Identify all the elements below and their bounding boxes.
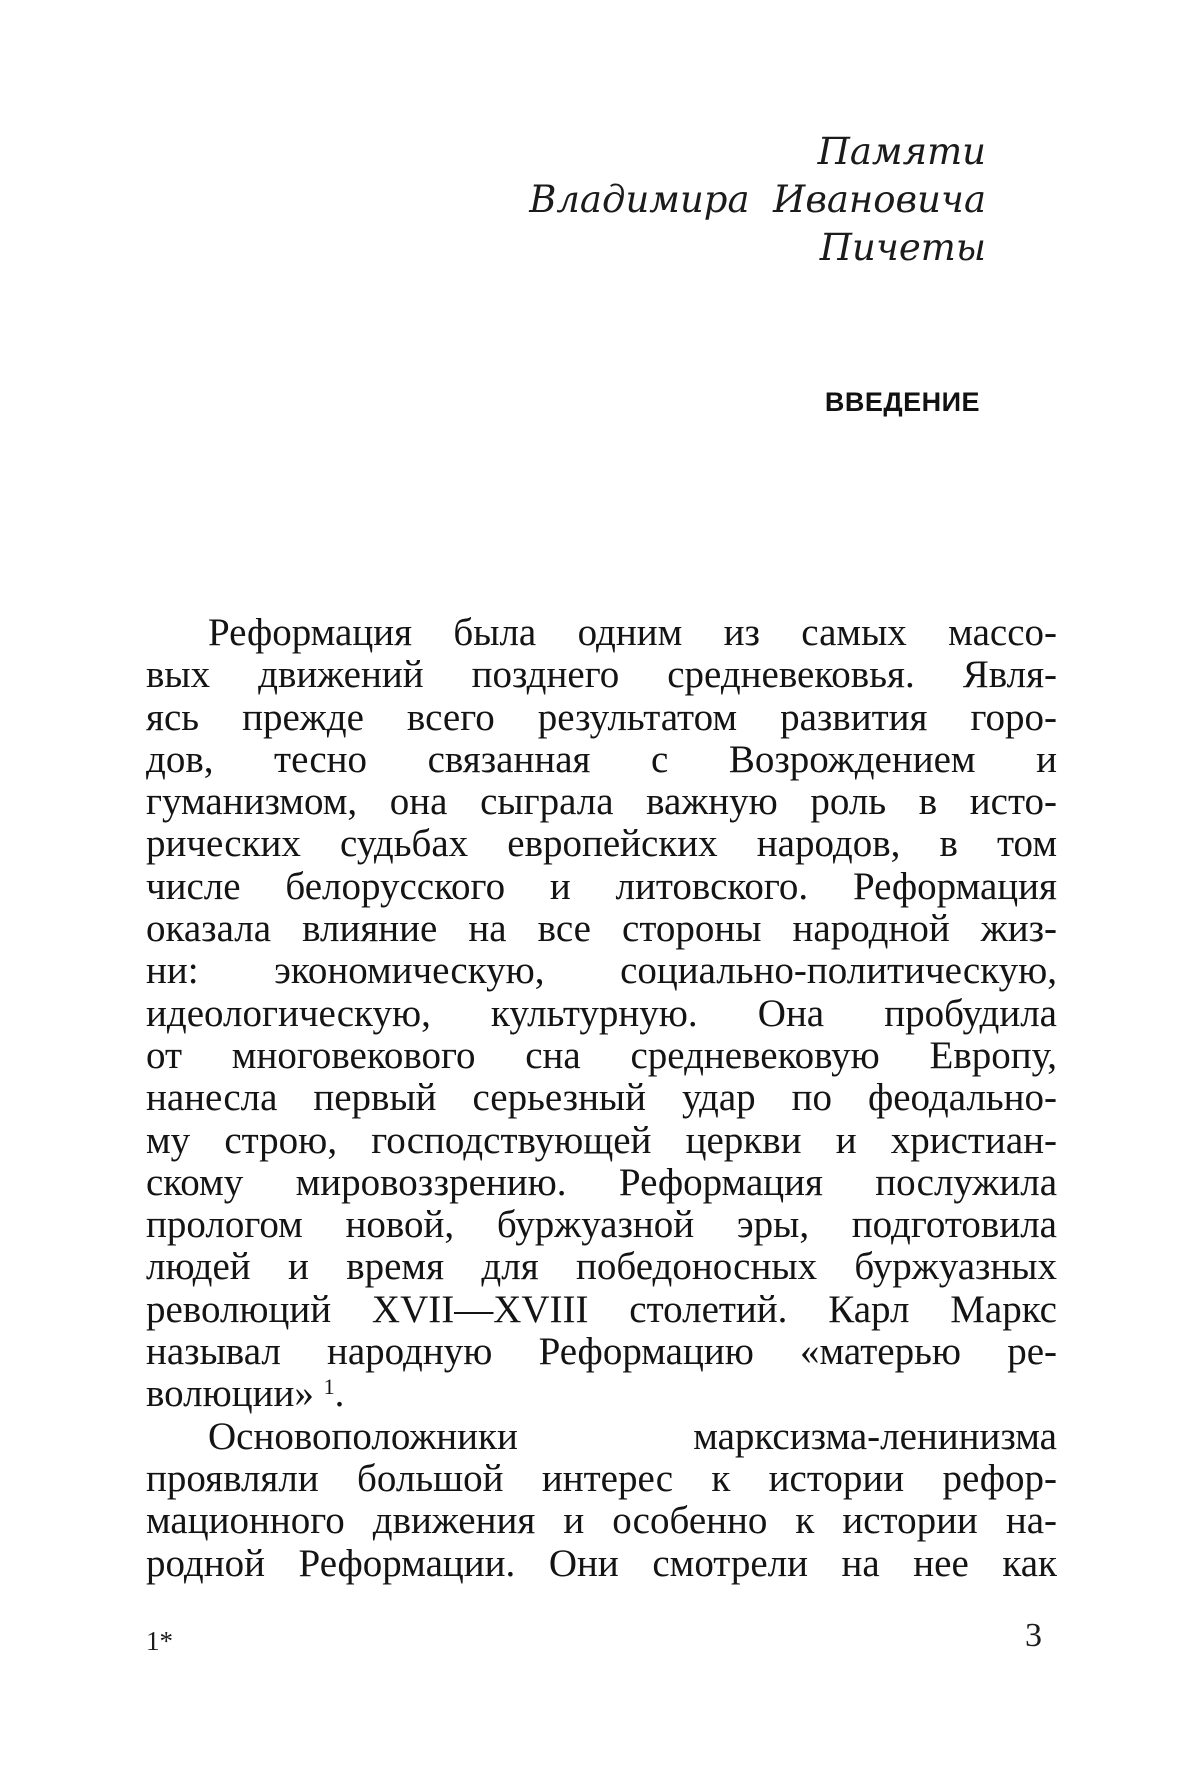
dedication-line: Пичеты [819, 226, 986, 269]
footnote-reference[interactable]: 1 [323, 1374, 335, 1400]
text-line: ни: экономическую, социально-политическую, [146, 949, 1057, 993]
dedication [529, 128, 986, 272]
text-line: вых движений позднего средневековья. Явля- [146, 653, 1057, 697]
text-line: проявляли большой интерес к истории рефор- [146, 1456, 1057, 1500]
dedication-line: Владимира Ивановича [529, 178, 986, 221]
text-line: прологом новой, буржуазной эры, подготовила [146, 1203, 1057, 1247]
text-line: рических судьбах европейских народов, в том [146, 822, 1057, 866]
text-line: му строю, господствующей церкви и христиан- [146, 1118, 1057, 1162]
body-text [146, 612, 1057, 1585]
section-heading: ВВЕДЕНИЕ [824, 387, 980, 417]
text-line: революций XVII—XVIII столетий. Карл Маркс [146, 1287, 1057, 1331]
page-number: 3 [1025, 1617, 1042, 1654]
text-line: от многовекового сна средневековую Европу, [146, 1033, 1057, 1077]
paragraph-1 [146, 612, 1057, 1416]
text-line: Реформация была одним из самых массо- [208, 611, 1057, 654]
text-fragment: волюции» [146, 1372, 314, 1416]
text-line: числе белорусского и литовского. Реформация [146, 864, 1057, 908]
text-fragment: . [334, 1372, 345, 1416]
text-line: оказала влияние на все стороны народной жиз- [146, 907, 1057, 951]
text-line: идеологическую, культурную. Она пробудила [146, 991, 1057, 1035]
text-line: ясь прежде всего результатом развития горо- [146, 695, 1057, 739]
text-line: родной Реформации. Они смотрели на нее как [146, 1541, 1057, 1585]
signature-mark: 1* [146, 1626, 173, 1656]
text-line: скому мировоззрению. Реформация послужила [146, 1160, 1057, 1204]
dedication-line: Памяти [817, 130, 986, 173]
text-line: называл народную Реформацию «матерью ре- [146, 1330, 1057, 1374]
text-line: дов, тесно связанная с Возрождением и [146, 737, 1057, 781]
text-line: гуманизмом, она сыграла важную роль в исто- [146, 780, 1057, 824]
text-line-last [146, 1373, 1057, 1415]
paragraph-2 [146, 1416, 1057, 1585]
text-line: нанесла первый серьезный удар по феодально- [146, 1076, 1057, 1120]
text-line: Основоположники марксизма-ленинизма [208, 1414, 1057, 1458]
text-line: людей и время для победоносных буржуазных [146, 1245, 1057, 1289]
text-line: мационного движения и особенно к истории на- [146, 1499, 1057, 1543]
